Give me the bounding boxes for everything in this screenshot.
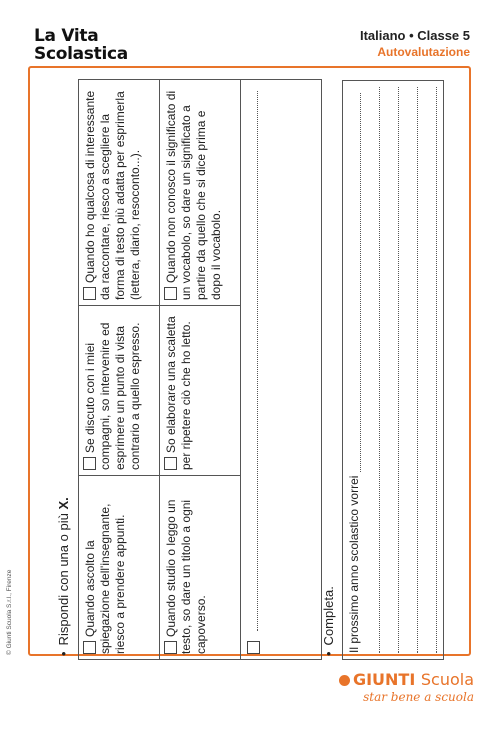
table-row (160, 79, 241, 659)
checklist-item[interactable]: Quando non conosco il significato di un vocabolo, so dare un significato a partire da quello che si dice prima e dopo il vocabolo. (160, 79, 240, 305)
table-row (79, 79, 160, 659)
checkbox[interactable] (83, 287, 96, 300)
checklist-table (78, 79, 322, 660)
checklist-item[interactable]: Quando ho qualcosa di interessante da raccontare, riesco a scegliere la forma di testo più adatta per esprimerla (lettera, diario, resoconto...). (79, 79, 159, 305)
checkbox[interactable] (164, 287, 177, 300)
completion-prompt: Il prossimo anno scolastico vorrei (347, 87, 361, 653)
logo-line-1: La Vita (34, 26, 99, 46)
checklist-item[interactable]: So elaborare una scaletta per ripetere ciò che ho letto. (160, 305, 240, 475)
checkbox[interactable] (164, 641, 177, 654)
page-header (360, 28, 470, 59)
table-row (241, 79, 322, 659)
write-line[interactable] (424, 87, 437, 653)
magazine-logo (34, 28, 128, 63)
checkbox[interactable] (164, 457, 177, 470)
write-line[interactable] (386, 87, 399, 653)
publisher-logo: GIUNTI Scuola star bene a scuola (339, 670, 474, 704)
write-line[interactable] (247, 91, 258, 631)
copyright-note: © Giunti Scuola S.r.l., Firenze (6, 569, 13, 655)
bullet-icon: • (321, 651, 336, 656)
exercise2-title: •Completa. (321, 586, 336, 656)
subject-label: Italiano • Classe 5 (359, 28, 470, 43)
exercise1-title: •Rispondi con una o più X. (56, 497, 71, 656)
cross-mark: X. (56, 497, 71, 510)
giunti-g-icon (339, 675, 350, 686)
bullet-icon: • (56, 651, 71, 656)
section-label: Autovalutazione (377, 45, 470, 59)
write-line[interactable] (405, 87, 418, 653)
publisher-tagline: star bene a scuola (363, 690, 474, 704)
checklist-item[interactable]: Se discuto con i miei compagni, so intervenire ed esprimere un punto di vista contrario a quello espresso. (79, 305, 159, 475)
checklist-item[interactable]: Quando ascolto la spiegazione dell'insegnante, riesco a prendere appunti. (79, 475, 159, 659)
checkbox[interactable] (247, 641, 260, 654)
worksheet-content (52, 80, 452, 660)
other-answer-field[interactable] (241, 79, 321, 659)
checkbox[interactable] (83, 641, 96, 654)
checklist-item[interactable]: Quando studio o leggo un testo, so dare un titolo a ogni capoverso. (160, 475, 240, 659)
completion-box (342, 80, 444, 660)
write-line[interactable] (350, 93, 361, 472)
checkbox[interactable] (83, 457, 96, 470)
logo-line-2: Scolastica (34, 44, 128, 64)
write-line[interactable] (367, 87, 380, 653)
